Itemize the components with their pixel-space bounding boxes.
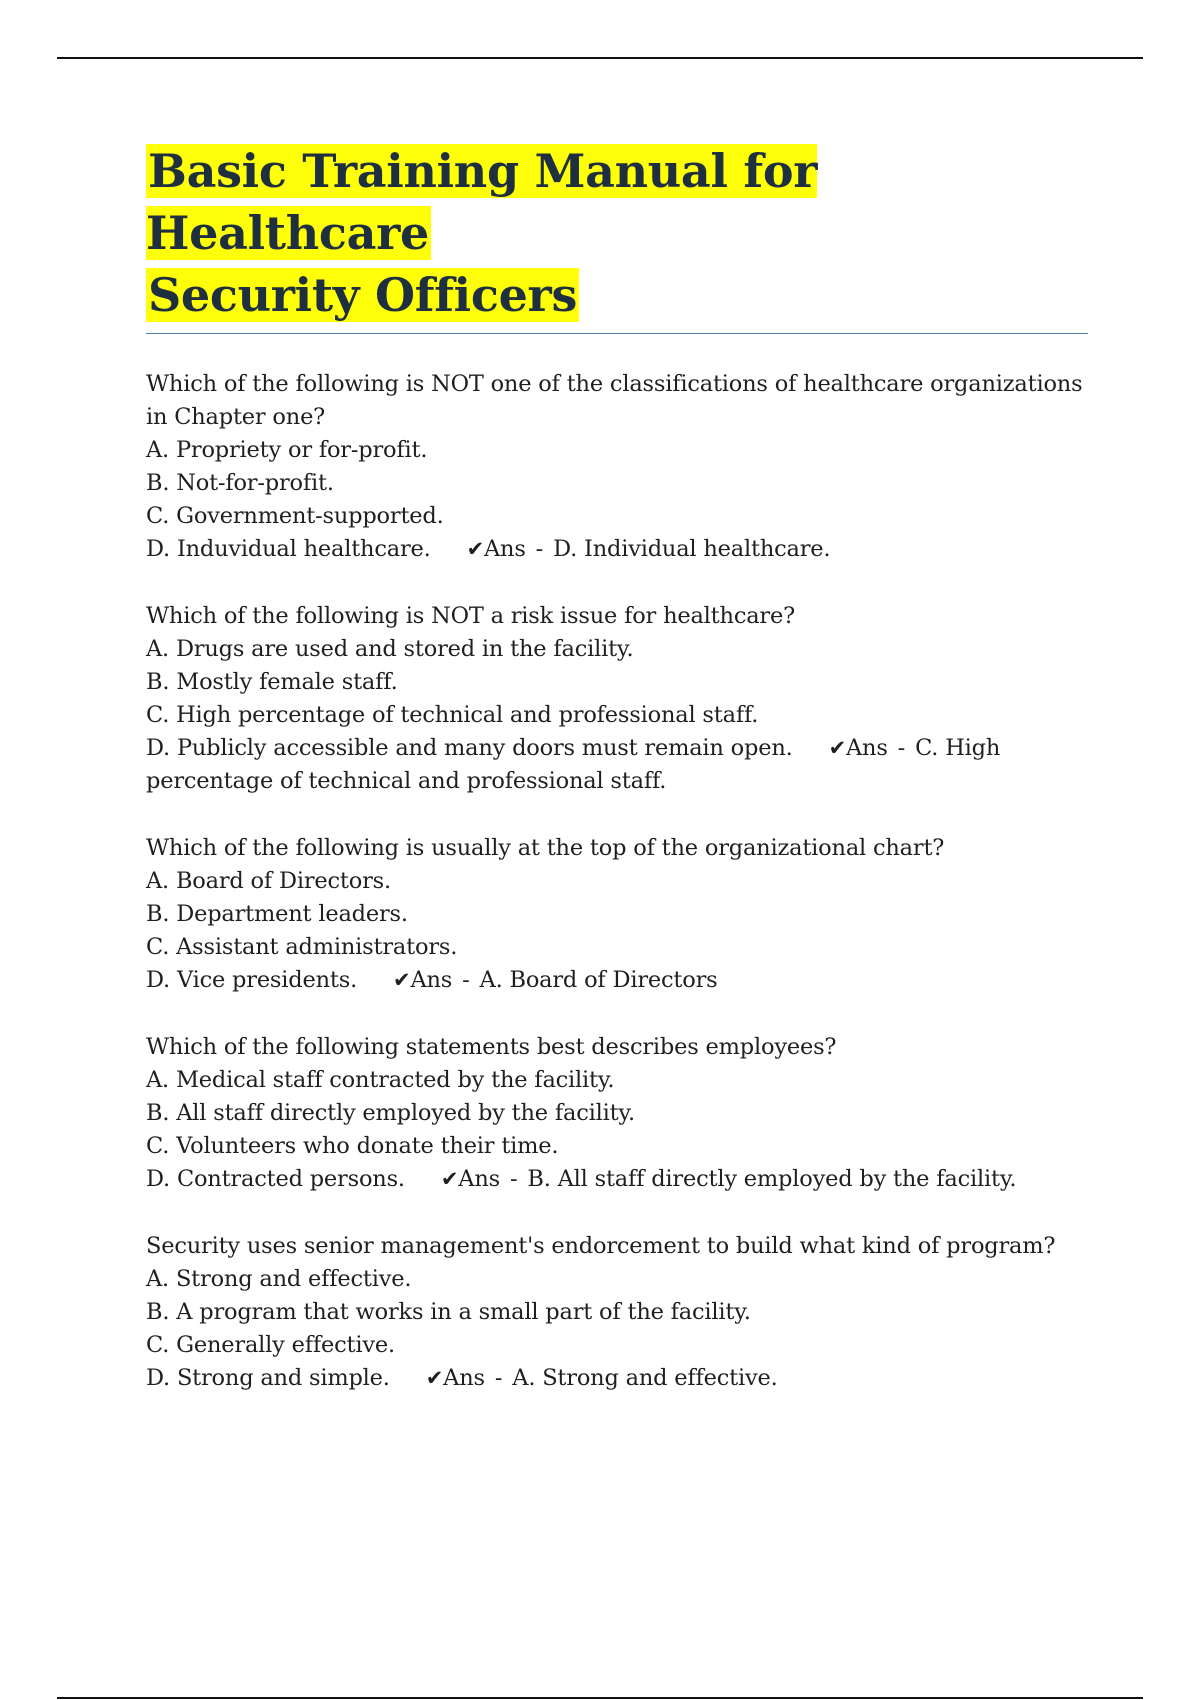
answer-text: D. Individual healthcare. xyxy=(553,536,831,562)
check-icon: ✔ xyxy=(425,1366,444,1390)
option-c: C. Assistant administrators. xyxy=(146,934,458,960)
check-icon: ✔ xyxy=(828,736,846,760)
question-block-3 xyxy=(146,832,1088,997)
option-a: A. Propriety or for-profit. xyxy=(146,437,428,463)
question-list xyxy=(146,368,1088,1395)
question-text: Which of the following statements best describes employees? xyxy=(146,1034,837,1060)
answer-key xyxy=(467,536,831,562)
title-line-2: Security Officers xyxy=(148,268,578,322)
option-b: B. Mostly female staff. xyxy=(146,669,398,695)
answer-separator: - xyxy=(494,1365,503,1391)
option-c: C. High percentage of technical and professional staff. xyxy=(146,702,759,728)
option-b: B. Department leaders. xyxy=(146,901,408,927)
question-block-2 xyxy=(146,600,1088,798)
title-line-1: Basic Training Manual for Healthcare xyxy=(146,144,818,260)
answer-separator: - xyxy=(897,735,906,761)
question-block-1 xyxy=(146,368,1088,566)
page-top-rule xyxy=(57,57,1143,59)
answer-line xyxy=(146,964,1088,997)
option-a: A. Drugs are used and stored in the facility. xyxy=(146,636,634,662)
question-text: Which of the following is NOT one of the classifications of healthcare organizations in Chapter one? xyxy=(146,371,1083,430)
answer-label: Ans xyxy=(845,735,888,761)
question-text: Security uses senior management's endorcement to build what kind of program? xyxy=(146,1233,1056,1259)
title-underline xyxy=(146,333,1088,334)
question-block-5 xyxy=(146,1230,1088,1395)
option-a: A. Board of Directors. xyxy=(146,868,391,894)
question-text: Which of the following is NOT a risk issue for healthcare? xyxy=(146,603,795,629)
answer-text: A. Strong and effective. xyxy=(512,1365,778,1391)
answer-line xyxy=(146,533,1088,566)
option-d: D. Publicly accessible and many doors must remain open. xyxy=(146,735,793,761)
check-icon: ✔ xyxy=(440,1167,459,1191)
answer-line xyxy=(146,1163,1088,1196)
answer-line xyxy=(146,732,1088,798)
answer-text: B. All staff directly employed by the facility. xyxy=(527,1166,1017,1192)
check-icon: ✔ xyxy=(466,537,484,561)
answer-text: C. High percentage of technical and professional staff. xyxy=(146,735,1001,794)
answer-separator: - xyxy=(462,967,470,993)
answer-label: Ans xyxy=(410,967,453,993)
answer-key xyxy=(393,967,717,993)
question-text: Which of the following is usually at the top of the organizational chart? xyxy=(146,835,945,861)
option-b: B. Not-for-profit. xyxy=(146,470,334,496)
check-icon: ✔ xyxy=(393,968,411,992)
answer-text: A. Board of Directors xyxy=(479,967,718,993)
option-b: B. A program that works in a small part of the facility. xyxy=(146,1299,751,1325)
document-body xyxy=(146,140,1088,1429)
document-title xyxy=(146,140,1088,326)
option-c: C. Volunteers who donate their time. xyxy=(146,1133,559,1159)
option-a: A. Strong and effective. xyxy=(146,1266,412,1292)
answer-label: Ans xyxy=(483,536,526,562)
page-bottom-rule xyxy=(57,1697,1143,1699)
answer-label: Ans xyxy=(443,1365,485,1391)
question-block-4 xyxy=(146,1031,1088,1196)
answer-label: Ans xyxy=(458,1166,500,1192)
option-b: B. All staff directly employed by the facility. xyxy=(146,1100,635,1126)
option-a: A. Medical staff contracted by the facility. xyxy=(146,1067,615,1093)
option-c: C. Generally effective. xyxy=(146,1332,395,1358)
answer-key xyxy=(426,1365,778,1391)
answer-line xyxy=(146,1362,1088,1395)
answer-separator: - xyxy=(509,1166,518,1192)
option-c: C. Government-supported. xyxy=(146,503,444,529)
option-d: D. Induvidual healthcare. xyxy=(146,536,431,562)
answer-key xyxy=(441,1166,1016,1192)
option-d: D. Vice presidents. xyxy=(146,967,358,993)
option-d: D. Contracted persons. xyxy=(146,1166,405,1192)
answer-separator: - xyxy=(535,536,544,562)
option-d: D. Strong and simple. xyxy=(146,1365,390,1391)
